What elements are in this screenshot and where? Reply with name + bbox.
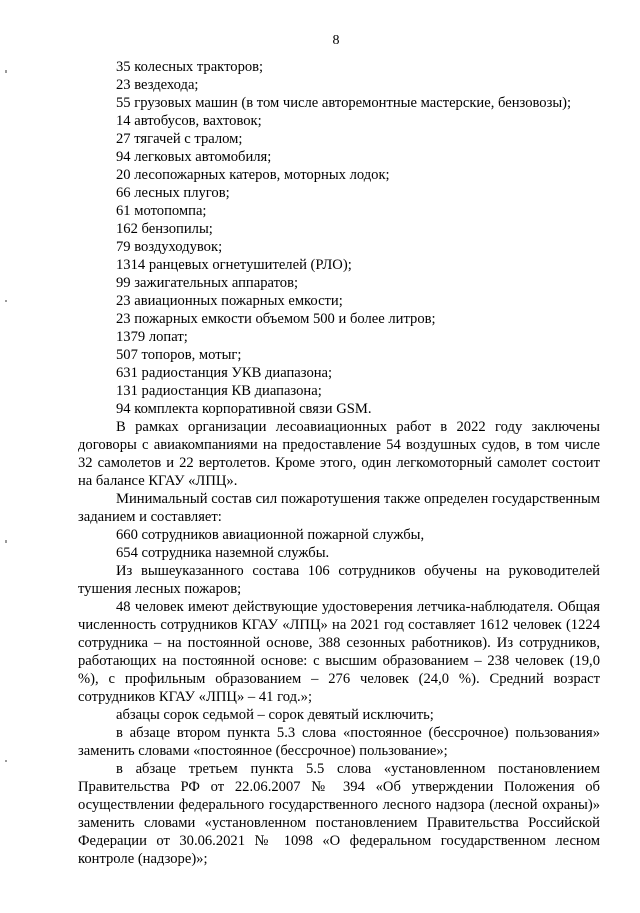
list-item: 1314 ранцевых огнетушителей (РЛО); [116, 257, 352, 273]
scan-edge-mark [5, 300, 7, 302]
staff-air-service: 660 сотрудников авиационной пожарной службы, [116, 527, 425, 543]
list-item: 79 воздуходувок; [116, 239, 223, 255]
paragraph-exclude: абзацы сорок седьмой – сорок девятый исключить; [116, 707, 434, 723]
list-item: 162 бензопилы; [116, 221, 213, 237]
list-item: 20 лесопожарных катеров, моторных лодок; [116, 167, 390, 183]
paragraph-pilots: 48 человек имеют действующие удостоверения летчика-наблюдателя. Общая численность сотрудников КГАУ «ЛПЦ» на 2021 год составляет 1612 человек (1224 сотрудника – на постоянной основе, 388 сезонных работников). Из сотрудников, работающих на постоянной основе: с высшим образованием – 238 человек (19,0 %), с профильным образованием – 276 человек (24,0 %). Средний возраст сотрудников КГАУ «ЛПЦ» – 41 год.»; [78, 599, 600, 705]
list-item: 94 комплекта корпоративной связи GSM. [116, 401, 372, 417]
list-item: 23 пожарных емкости объемом 500 и более литров; [116, 311, 436, 327]
list-item: 131 радиостанция КВ диапазона; [116, 383, 322, 399]
list-item: 35 колесных тракторов; [116, 59, 264, 75]
staff-ground-service: 654 сотрудника наземной службы. [116, 545, 330, 561]
list-item: 1379 лопат; [116, 329, 188, 345]
list-item: 27 тягачей с тралом; [116, 131, 243, 147]
paragraph-clause-5-3: в абзаце втором пункта 5.3 слова «постоянное (бессрочное) пользования» заменить словами «постоянное (бессрочное) пользование»; [78, 725, 600, 759]
paragraph-clause-5-5: в абзаце третьем пункта 5.5 слова «установленном постановлением Правительства РФ от 22.06.2007 № 394 «Об утверждении Положения об осуществлении федерального государственного лесного надзора (лесной охраны)» заменить словами «установленном постановлением Правительства Российской Федерации от 30.06.2021 № 1098 «О федеральном государственном лесном контроле (надзоре)»; [78, 761, 600, 867]
list-item: 99 зажигательных аппаратов; [116, 275, 299, 291]
scan-edge-mark [5, 540, 7, 543]
scan-edge-mark [5, 70, 7, 73]
paragraph-min-staff: Минимальный состав сил пожаротушения также определен государственным заданием и составляет: [78, 491, 600, 525]
page-number: 8 [332, 33, 340, 48]
paragraph-trained: Из вышеуказанного состава 106 сотрудников обучены на руководителей тушения лесных пожаров; [78, 563, 600, 597]
list-item: 507 топоров, мотыг; [116, 347, 242, 363]
list-item: 14 автобусов, вахтовок; [116, 113, 262, 129]
document-body [78, 58, 600, 868]
list-item: 631 радиостанция УКВ диапазона; [116, 365, 333, 381]
list-item: 66 лесных плугов; [116, 185, 230, 201]
list-item: 23 авиационных пожарных емкости; [116, 293, 343, 309]
list-item: 55 грузовых машин (в том числе авторемонтные мастерские, бензовозы); [116, 95, 572, 111]
list-item: 94 легковых автомобиля; [116, 149, 272, 165]
list-item: 61 мотопомпа; [116, 203, 207, 219]
list-item: 23 вездехода; [116, 77, 199, 93]
paragraph-aviation: В рамках организации лесоавиационных работ в 2022 году заключены договоры с авиакомпаниями на предоставление 54 воздушных судов, в том числе 32 самолетов и 22 вертолетов. Кроме этого, один легкомоторный самолет состоит на балансе КГАУ «ЛПЦ». [78, 419, 600, 489]
scan-edge-mark [5, 760, 7, 762]
